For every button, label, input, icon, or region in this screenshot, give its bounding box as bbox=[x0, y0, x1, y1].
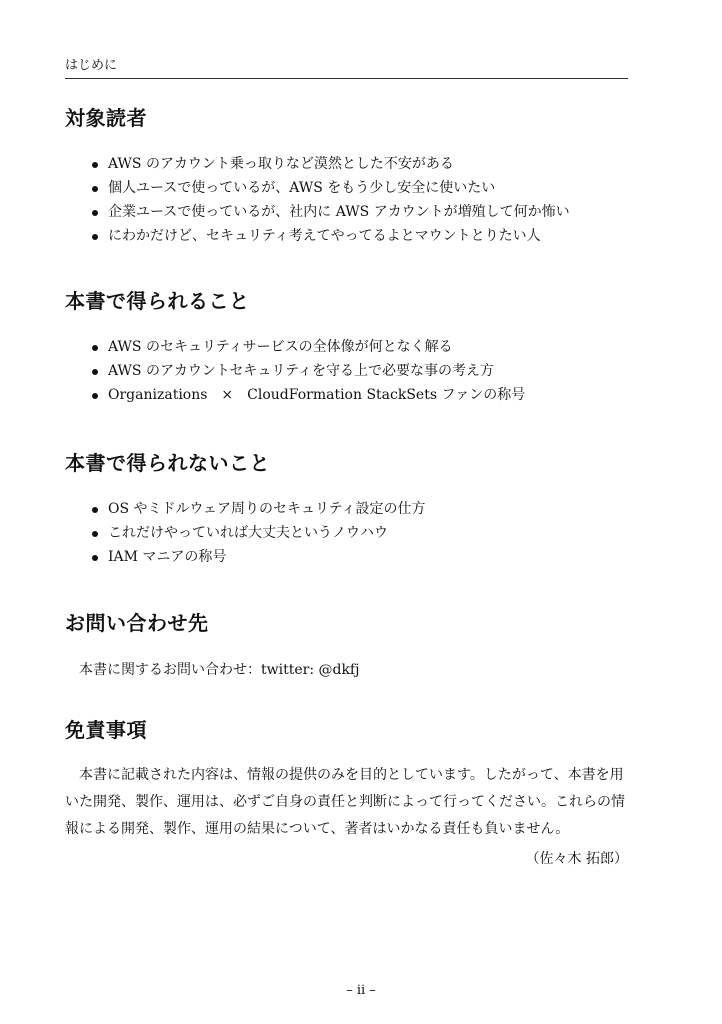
section-title: 本書で得られないこと bbox=[65, 451, 270, 475]
section-title: 免責事項 bbox=[65, 718, 147, 742]
running-head: はじめに bbox=[65, 58, 118, 73]
author-signature: （佐々木 拓郎） bbox=[525, 851, 628, 867]
list-item: 企業ユースで使っているが、社内に AWS アカウントが増殖して何か怖い bbox=[92, 200, 635, 224]
list-item: Organizations × CloudFormation StackSets ファンの称号 bbox=[92, 383, 635, 407]
list-item: にわかだけど、セキュリティ考えてやってるよとマウントとりたい人 bbox=[92, 224, 635, 248]
section-title: 本書で得られること bbox=[65, 289, 250, 313]
bullet-list bbox=[65, 497, 635, 569]
list-item: AWS のアカウントセキュリティを守る上で必要な事の考え方 bbox=[92, 359, 635, 383]
list-item: AWS のアカウント乗っ取りなど漠然とした不安がある bbox=[92, 152, 635, 176]
list-item: 個人ユースで使っているが、AWS をもう少し安全に使いたい bbox=[92, 176, 635, 200]
section-title: 対象読者 bbox=[65, 106, 147, 130]
contact-text: 本書に関するお問い合わせ：twitter: @dkfj bbox=[79, 662, 360, 678]
list-item: IAM マニアの称号 bbox=[92, 545, 635, 569]
section-what-you-dont-get bbox=[65, 451, 635, 569]
section-title: お問い合わせ先 bbox=[65, 611, 209, 635]
header-rule bbox=[65, 78, 628, 79]
bullet-list bbox=[65, 335, 635, 407]
section-target-readers bbox=[65, 106, 635, 248]
bullet-list bbox=[65, 152, 635, 248]
disclaimer-text: 本書に記載された内容は、情報の提供のみを目的としています。したがって、本書を用いた開発、製作、運用は、必ずご自身の責任と判断によって行ってください。これらの情報による開発、製作、運用の結果について、著者はいかなる責任も負いません。 bbox=[65, 767, 625, 837]
list-item: これだけやっていれば大丈夫というノウハウ bbox=[92, 521, 635, 545]
list-item: OS やミドルウェア周りのセキュリティ設定の仕方 bbox=[92, 497, 635, 521]
page-number: – ii – bbox=[346, 983, 376, 998]
section-contact bbox=[65, 611, 635, 682]
section-disclaimer bbox=[65, 718, 635, 871]
list-item: AWS のセキュリティサービスの全体像が何となく解る bbox=[92, 335, 635, 359]
section-what-you-get bbox=[65, 289, 635, 407]
